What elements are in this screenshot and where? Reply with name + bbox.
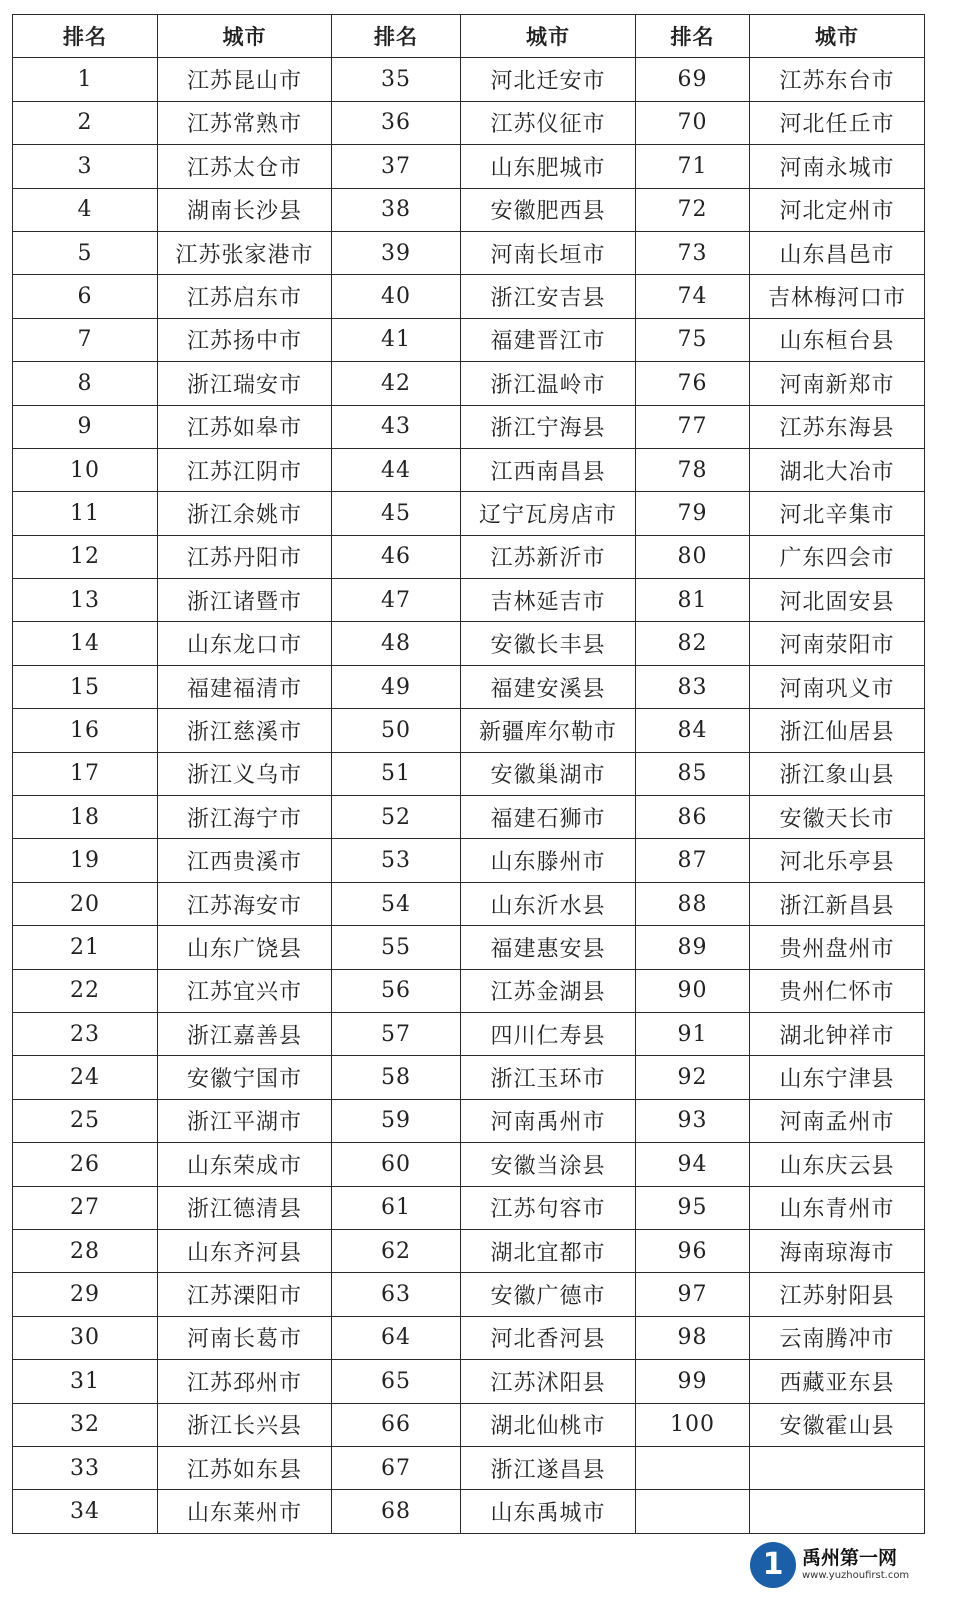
rank-cell: 68 (332, 1490, 461, 1533)
table-row (13, 188, 925, 231)
city-cell: 浙江宁海县 (461, 405, 636, 448)
table-row (13, 839, 925, 882)
city-cell: 江苏溧阳市 (158, 1273, 332, 1316)
rank-cell: 5 (13, 231, 158, 274)
rank-cell: 42 (332, 362, 461, 405)
rank-cell: 11 (13, 492, 158, 535)
table-row (13, 926, 925, 969)
rank-cell: 19 (13, 839, 158, 882)
table-row (13, 492, 925, 535)
city-cell: 湖北大冶市 (750, 448, 925, 491)
rank-cell: 86 (636, 796, 750, 839)
city-cell: 江苏常熟市 (158, 101, 332, 144)
rank-cell: 30 (13, 1316, 158, 1359)
city-cell: 山东齐河县 (158, 1229, 332, 1272)
rank-cell: 93 (636, 1099, 750, 1142)
city-cell: 山东莱州市 (158, 1490, 332, 1533)
rank-cell: 96 (636, 1229, 750, 1272)
table-row (13, 1012, 925, 1055)
rank-cell: 65 (332, 1360, 461, 1403)
site-watermark (750, 1539, 938, 1591)
table-row (13, 405, 925, 448)
rank-cell: 89 (636, 926, 750, 969)
rank-cell: 13 (13, 579, 158, 622)
rank-cell: 81 (636, 579, 750, 622)
table-body (13, 58, 925, 1533)
rank-cell: 59 (332, 1099, 461, 1142)
rank-cell: 57 (332, 1012, 461, 1055)
rank-cell: 87 (636, 839, 750, 882)
rank-cell: 10 (13, 448, 158, 491)
city-cell: 江苏射阳县 (750, 1273, 925, 1316)
rank-cell: 31 (13, 1360, 158, 1403)
city-cell: 湖北钟祥市 (750, 1012, 925, 1055)
city-cell: 江苏句容市 (461, 1186, 636, 1229)
rank-cell: 69 (636, 58, 750, 101)
rank-cell: 16 (13, 709, 158, 752)
rank-cell: 84 (636, 709, 750, 752)
city-cell: 山东禹城市 (461, 1490, 636, 1533)
rank-header: 排名 (13, 15, 158, 58)
rank-cell: 50 (332, 709, 461, 752)
table-row (13, 145, 925, 188)
table-row (13, 1186, 925, 1229)
rank-cell: 22 (13, 969, 158, 1012)
rank-cell: 21 (13, 926, 158, 969)
city-cell: 江苏仪征市 (461, 101, 636, 144)
rank-cell: 60 (332, 1143, 461, 1186)
city-cell: 新疆库尔勒市 (461, 709, 636, 752)
city-cell: 安徽广德市 (461, 1273, 636, 1316)
table-row (13, 1490, 925, 1533)
table-row (13, 231, 925, 274)
city-cell: 浙江余姚市 (158, 492, 332, 535)
logo-glyph: 1 (762, 1547, 784, 1582)
city-cell: 江苏海安市 (158, 882, 332, 925)
rank-cell: 3 (13, 145, 158, 188)
header-row (13, 15, 925, 58)
rank-cell: 32 (13, 1403, 158, 1446)
city-cell: 福建晋江市 (461, 318, 636, 361)
watermark-title: 禹州第一网 (802, 1547, 898, 1569)
rank-cell: 64 (332, 1316, 461, 1359)
rank-header: 排名 (636, 15, 750, 58)
rank-cell: 85 (636, 752, 750, 795)
rank-cell: 29 (13, 1273, 158, 1316)
city-cell: 云南腾冲市 (750, 1316, 925, 1359)
city-cell: 福建石狮市 (461, 796, 636, 839)
city-cell: 山东沂水县 (461, 882, 636, 925)
rank-cell: 44 (332, 448, 461, 491)
rank-cell: 66 (332, 1403, 461, 1446)
city-cell: 浙江安吉县 (461, 275, 636, 318)
city-cell: 河北定州市 (750, 188, 925, 231)
city-cell: 安徽宁国市 (158, 1056, 332, 1099)
rank-cell: 53 (332, 839, 461, 882)
table-row (13, 448, 925, 491)
rank-cell: 54 (332, 882, 461, 925)
city-cell: 湖北仙桃市 (461, 1403, 636, 1446)
city-cell: 浙江诸暨市 (158, 579, 332, 622)
city-cell: 江西贵溪市 (158, 839, 332, 882)
rank-cell: 58 (332, 1056, 461, 1099)
city-cell: 江苏启东市 (158, 275, 332, 318)
city-cell: 浙江义乌市 (158, 752, 332, 795)
table-row (13, 665, 925, 708)
city-cell: 浙江慈溪市 (158, 709, 332, 752)
city-cell: 贵州盘州市 (750, 926, 925, 969)
city-cell: 福建惠安县 (461, 926, 636, 969)
rank-cell: 37 (332, 145, 461, 188)
rank-cell: 70 (636, 101, 750, 144)
city-cell: 安徽霍山县 (750, 1403, 925, 1446)
rank-cell: 83 (636, 665, 750, 708)
table-row (13, 1056, 925, 1099)
rank-cell: 28 (13, 1229, 158, 1272)
rank-cell: 78 (636, 448, 750, 491)
rank-cell: 73 (636, 231, 750, 274)
rank-cell: 1 (13, 58, 158, 101)
city-header: 城市 (158, 15, 332, 58)
city-cell: 浙江玉环市 (461, 1056, 636, 1099)
city-cell: 河北辛集市 (750, 492, 925, 535)
rank-cell: 18 (13, 796, 158, 839)
city-cell: 山东宁津县 (750, 1056, 925, 1099)
table-row (13, 318, 925, 361)
city-header: 城市 (750, 15, 925, 58)
table-row (13, 622, 925, 665)
rank-cell: 23 (13, 1012, 158, 1055)
table-row (13, 1316, 925, 1359)
city-cell: 河南禹州市 (461, 1099, 636, 1142)
rank-cell: 74 (636, 275, 750, 318)
city-cell: 河北乐亭县 (750, 839, 925, 882)
city-cell: 浙江海宁市 (158, 796, 332, 839)
rank-cell: 8 (13, 362, 158, 405)
site-logo-icon (750, 1542, 796, 1588)
city-cell: 浙江新昌县 (750, 882, 925, 925)
rank-cell: 94 (636, 1143, 750, 1186)
city-cell: 江苏张家港市 (158, 231, 332, 274)
city-cell: 浙江德清县 (158, 1186, 332, 1229)
city-cell: 江苏宜兴市 (158, 969, 332, 1012)
city-cell: 广东四会市 (750, 535, 925, 578)
city-cell: 河南长葛市 (158, 1316, 332, 1359)
city-cell: 安徽长丰县 (461, 622, 636, 665)
city-cell: 浙江仙居县 (750, 709, 925, 752)
city-cell: 江苏昆山市 (158, 58, 332, 101)
rank-cell: 79 (636, 492, 750, 535)
city-cell: 江苏扬中市 (158, 318, 332, 361)
rank-cell: 14 (13, 622, 158, 665)
city-cell: 河南永城市 (750, 145, 925, 188)
city-cell: 山东肥城市 (461, 145, 636, 188)
table-row (13, 1403, 925, 1446)
table-row (13, 1229, 925, 1272)
table-row (13, 1360, 925, 1403)
rank-cell: 33 (13, 1446, 158, 1489)
city-cell: 安徽巢湖市 (461, 752, 636, 795)
city-cell: 江苏如东县 (158, 1446, 332, 1489)
ranking-table (12, 14, 925, 1534)
city-cell: 江苏东海县 (750, 405, 925, 448)
city-cell: 江苏沭阳县 (461, 1360, 636, 1403)
table-row (13, 362, 925, 405)
city-cell: 河北固安县 (750, 579, 925, 622)
table-row (13, 1099, 925, 1142)
table-row (13, 1273, 925, 1316)
rank-cell: 47 (332, 579, 461, 622)
rank-header: 排名 (332, 15, 461, 58)
city-cell: 吉林梅河口市 (750, 275, 925, 318)
city-cell (750, 1446, 925, 1489)
city-cell: 江苏太仓市 (158, 145, 332, 188)
rank-cell: 12 (13, 535, 158, 578)
rank-cell: 75 (636, 318, 750, 361)
rank-cell: 24 (13, 1056, 158, 1099)
city-cell: 河北任丘市 (750, 101, 925, 144)
rank-cell: 9 (13, 405, 158, 448)
city-cell: 山东桓台县 (750, 318, 925, 361)
rank-cell: 6 (13, 275, 158, 318)
table-row (13, 882, 925, 925)
watermark-text (802, 1547, 909, 1583)
rank-cell: 55 (332, 926, 461, 969)
city-cell: 浙江长兴县 (158, 1403, 332, 1446)
city-cell: 浙江遂昌县 (461, 1446, 636, 1489)
rank-cell: 63 (332, 1273, 461, 1316)
rank-cell: 46 (332, 535, 461, 578)
rank-cell: 38 (332, 188, 461, 231)
table-row (13, 58, 925, 101)
city-cell: 河南长垣市 (461, 231, 636, 274)
rank-cell: 100 (636, 1403, 750, 1446)
watermark-url: www.yuzhoufirst.com (802, 1570, 910, 1581)
rank-cell: 49 (332, 665, 461, 708)
rank-cell: 26 (13, 1143, 158, 1186)
table-row (13, 535, 925, 578)
rank-cell: 82 (636, 622, 750, 665)
city-cell: 四川仁寿县 (461, 1012, 636, 1055)
city-cell: 山东广饶县 (158, 926, 332, 969)
table-row (13, 796, 925, 839)
rank-cell: 95 (636, 1186, 750, 1229)
rank-cell: 80 (636, 535, 750, 578)
rank-cell: 77 (636, 405, 750, 448)
rank-cell: 36 (332, 101, 461, 144)
city-cell: 江苏邳州市 (158, 1360, 332, 1403)
city-cell: 河北香河县 (461, 1316, 636, 1359)
city-cell: 湖南长沙县 (158, 188, 332, 231)
city-cell: 湖北宜都市 (461, 1229, 636, 1272)
city-cell: 浙江瑞安市 (158, 362, 332, 405)
rank-cell: 2 (13, 101, 158, 144)
rank-cell: 34 (13, 1490, 158, 1533)
rank-cell: 27 (13, 1186, 158, 1229)
rank-cell: 90 (636, 969, 750, 1012)
table-row (13, 101, 925, 144)
rank-cell: 15 (13, 665, 158, 708)
rank-cell: 48 (332, 622, 461, 665)
table-row (13, 579, 925, 622)
rank-cell: 7 (13, 318, 158, 361)
city-cell: 江苏新沂市 (461, 535, 636, 578)
rank-cell: 45 (332, 492, 461, 535)
rank-cell: 98 (636, 1316, 750, 1359)
table-row (13, 1143, 925, 1186)
city-cell: 江苏丹阳市 (158, 535, 332, 578)
rank-cell: 25 (13, 1099, 158, 1142)
rank-cell: 97 (636, 1273, 750, 1316)
city-cell: 福建福清市 (158, 665, 332, 708)
city-cell: 江苏江阴市 (158, 448, 332, 491)
city-cell: 山东庆云县 (750, 1143, 925, 1186)
rank-cell: 62 (332, 1229, 461, 1272)
city-header: 城市 (461, 15, 636, 58)
rank-cell: 39 (332, 231, 461, 274)
city-cell: 河北迁安市 (461, 58, 636, 101)
table-row (13, 709, 925, 752)
rank-cell: 61 (332, 1186, 461, 1229)
rank-cell: 40 (332, 275, 461, 318)
city-cell: 山东荣成市 (158, 1143, 332, 1186)
city-cell: 江苏金湖县 (461, 969, 636, 1012)
city-cell: 浙江象山县 (750, 752, 925, 795)
table-row (13, 1446, 925, 1489)
rank-cell: 43 (332, 405, 461, 448)
city-cell: 山东滕州市 (461, 839, 636, 882)
rank-cell: 51 (332, 752, 461, 795)
rank-cell: 72 (636, 188, 750, 231)
city-cell: 福建安溪县 (461, 665, 636, 708)
city-cell (750, 1490, 925, 1533)
city-cell: 河南荥阳市 (750, 622, 925, 665)
rank-cell: 76 (636, 362, 750, 405)
rank-cell: 35 (332, 58, 461, 101)
rank-cell: 41 (332, 318, 461, 361)
table-row (13, 752, 925, 795)
city-cell: 安徽当涂县 (461, 1143, 636, 1186)
city-cell: 贵州仁怀市 (750, 969, 925, 1012)
city-cell: 安徽肥西县 (461, 188, 636, 231)
city-cell: 浙江平湖市 (158, 1099, 332, 1142)
city-cell: 江苏如皋市 (158, 405, 332, 448)
table-row (13, 969, 925, 1012)
city-cell: 山东龙口市 (158, 622, 332, 665)
city-cell: 安徽天长市 (750, 796, 925, 839)
city-cell: 江苏东台市 (750, 58, 925, 101)
city-cell: 西藏亚东县 (750, 1360, 925, 1403)
rank-cell: 17 (13, 752, 158, 795)
rank-cell: 20 (13, 882, 158, 925)
rank-cell (636, 1490, 750, 1533)
city-cell: 江西南昌县 (461, 448, 636, 491)
city-cell: 山东青州市 (750, 1186, 925, 1229)
city-cell: 海南琼海市 (750, 1229, 925, 1272)
city-cell: 河南新郑市 (750, 362, 925, 405)
rank-cell: 92 (636, 1056, 750, 1099)
city-cell: 河南孟州市 (750, 1099, 925, 1142)
rank-cell: 88 (636, 882, 750, 925)
rank-cell: 71 (636, 145, 750, 188)
city-cell: 浙江嘉善县 (158, 1012, 332, 1055)
table-row (13, 275, 925, 318)
city-cell: 吉林延吉市 (461, 579, 636, 622)
rank-cell: 4 (13, 188, 158, 231)
rank-cell: 67 (332, 1446, 461, 1489)
city-cell: 辽宁瓦房店市 (461, 492, 636, 535)
rank-cell: 91 (636, 1012, 750, 1055)
rank-cell: 99 (636, 1360, 750, 1403)
city-cell: 山东昌邑市 (750, 231, 925, 274)
city-cell: 浙江温岭市 (461, 362, 636, 405)
rank-cell: 56 (332, 969, 461, 1012)
rank-cell: 52 (332, 796, 461, 839)
city-cell: 河南巩义市 (750, 665, 925, 708)
rank-cell (636, 1446, 750, 1489)
